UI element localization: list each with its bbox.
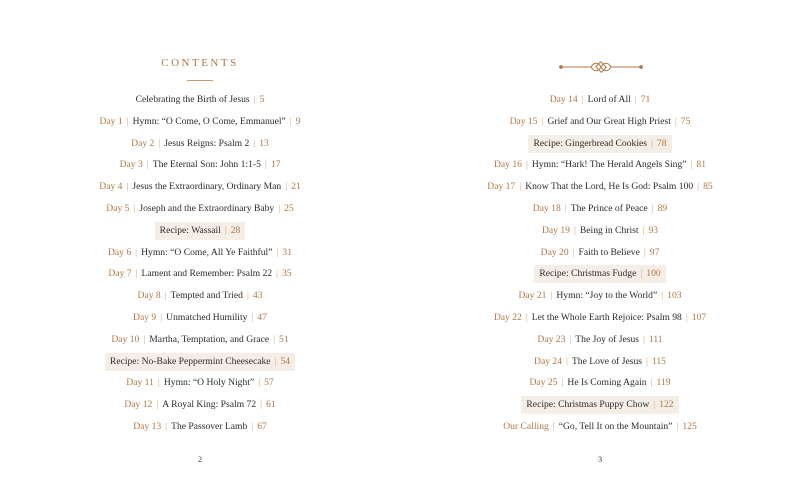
toc-entry — [0, 374, 400, 392]
toc-entry-text — [128, 309, 272, 327]
page-ref: 54 — [280, 355, 291, 367]
toc-entry-text — [532, 331, 667, 349]
entry-title: A Royal King: Psalm 72 — [162, 399, 257, 411]
separator: | — [224, 224, 227, 236]
entry-title: Lord of All — [587, 94, 631, 105]
toc-entry-text — [131, 91, 270, 109]
separator: | — [143, 333, 146, 345]
toc-entry-text — [119, 396, 280, 414]
toc-entry — [0, 287, 400, 305]
toc-recipe-entry — [0, 353, 400, 371]
separator: | — [572, 246, 575, 258]
page-ref: 25 — [284, 203, 294, 214]
toc-entry — [0, 396, 400, 414]
entry-title: Being in Christ — [579, 224, 639, 236]
toc-entry-text — [103, 265, 296, 283]
heading-rule — [187, 80, 213, 81]
separator: | — [126, 181, 129, 193]
separator: | — [251, 312, 254, 323]
page-ref: 111 — [648, 333, 663, 345]
toc-entry-text — [524, 374, 675, 392]
toc-entry-text — [482, 178, 717, 196]
toc-entry — [0, 265, 400, 283]
toc-entry — [400, 309, 800, 327]
toc-entry — [0, 178, 400, 196]
day-label: Day 2 — [131, 137, 155, 149]
page-ref: 85 — [703, 181, 713, 193]
entry-title: The Love of Jesus — [571, 355, 642, 367]
toc-entry — [400, 113, 800, 131]
page-ref: 97 — [649, 246, 660, 258]
entry-title: Celebrating the Birth of Jesus — [135, 94, 250, 105]
separator: | — [643, 246, 646, 258]
separator: | — [146, 159, 149, 171]
toc-entry — [400, 91, 800, 109]
separator: | — [135, 268, 138, 280]
separator: | — [246, 290, 249, 302]
separator: | — [550, 290, 553, 302]
separator: | — [258, 377, 261, 389]
page-ref: 35 — [282, 268, 292, 280]
separator: | — [634, 94, 637, 105]
separator: | — [165, 421, 168, 432]
separator: | — [273, 333, 276, 345]
toc-entry-text — [513, 287, 686, 305]
day-label: Day 15 — [509, 115, 538, 127]
toc-entry-text — [155, 222, 246, 240]
separator: | — [253, 137, 256, 149]
separator: | — [289, 115, 292, 127]
entry-title: He Is Coming Again — [567, 377, 647, 389]
entry-title: Hymn: “Hark! The Herald Angels Sing” — [531, 159, 687, 171]
separator: | — [276, 268, 278, 280]
page-ref: 115 — [651, 355, 666, 367]
separator: | — [278, 203, 281, 214]
separator: | — [157, 377, 160, 389]
toc-recipe-entry — [400, 265, 800, 283]
separator: | — [274, 355, 277, 367]
page-ref: 103 — [667, 290, 682, 302]
page-ref: 119 — [656, 377, 671, 389]
separator: | — [642, 224, 645, 236]
day-label: Day 23 — [537, 333, 566, 345]
toc-entry-text — [101, 200, 298, 218]
toc-entry — [0, 200, 400, 218]
page-ref: 21 — [291, 181, 301, 193]
separator: | — [653, 399, 656, 411]
entry-title: Let the Whole Earth Rejoice: Psalm 98 — [531, 312, 682, 323]
toc-entry — [400, 331, 800, 349]
toc-entry — [400, 287, 800, 305]
toc-entry — [400, 200, 800, 218]
separator: | — [156, 399, 159, 411]
separator: | — [650, 137, 653, 149]
entry-title: Recipe: Wassail — [159, 224, 221, 236]
toc-entry-text — [537, 222, 663, 240]
entry-title: Hymn: “Joy to the World” — [556, 290, 658, 302]
page-ref: 75 — [680, 115, 691, 127]
toc-entry-text — [94, 113, 305, 131]
day-label: Our Calling — [503, 421, 549, 432]
toc-entry — [400, 222, 800, 240]
separator: | — [642, 333, 645, 345]
toc-recipe-entry — [0, 222, 400, 240]
page-number-right: 3 — [597, 454, 603, 464]
separator: | — [674, 115, 677, 127]
entry-title: Faith to Believe — [578, 246, 640, 258]
page-ref: 61 — [266, 399, 276, 411]
separator: | — [264, 159, 267, 171]
separator: | — [285, 181, 288, 193]
separator: | — [651, 203, 654, 214]
entry-title: Hymn: “O Come, O Come, Emmanuel” — [132, 115, 286, 127]
toc-entry-text — [545, 91, 656, 109]
page-ref: 107 — [691, 312, 707, 323]
toc-entry — [400, 244, 800, 262]
day-label: Day 4 — [99, 181, 123, 193]
toc-entry — [0, 113, 400, 131]
day-label: Day 12 — [124, 399, 153, 411]
entry-title: The Prince of Peace — [570, 203, 648, 214]
entry-title: Joseph and the Extraordinary Baby — [139, 203, 275, 214]
knot-ornament-icon — [558, 60, 644, 74]
separator: | — [573, 224, 576, 236]
separator: | — [569, 333, 572, 345]
entry-title: Grief and Our Great High Priest — [547, 115, 671, 127]
page-ref: 13 — [259, 137, 269, 149]
separator: | — [260, 399, 263, 411]
day-label: Day 13 — [133, 421, 162, 432]
entry-title: Recipe: Christmas Fudge — [539, 268, 637, 280]
entry-title: The Passover Lamb — [171, 421, 248, 432]
toc-entry-text — [126, 135, 274, 153]
toc-entry-text — [505, 113, 696, 131]
toc-entry-text — [498, 418, 702, 436]
toc-recipe-entry — [400, 396, 800, 414]
separator: | — [126, 115, 129, 127]
separator: | — [646, 355, 648, 367]
toc-entry-text — [133, 287, 268, 305]
page-ref: 81 — [696, 159, 707, 171]
toc-entry-text — [103, 244, 297, 262]
separator: | — [541, 115, 544, 127]
entry-title: The Joy of Jesus — [575, 333, 639, 345]
entry-title: Hymn: “O Holy Night” — [163, 377, 255, 389]
page-ref: 122 — [659, 399, 674, 411]
page-ref: 89 — [657, 203, 668, 214]
toc-entry — [400, 353, 800, 371]
separator: | — [135, 246, 138, 258]
toc-entry-text — [106, 331, 293, 349]
toc-entry-text — [121, 374, 278, 392]
separator: | — [581, 94, 584, 105]
page-ref: 9 — [295, 115, 301, 127]
separator: | — [661, 290, 664, 302]
separator: | — [158, 137, 161, 149]
toc-entry-text — [536, 244, 665, 262]
separator: | — [133, 203, 136, 214]
separator: | — [519, 181, 522, 193]
separator: | — [276, 246, 279, 258]
page-ref: 71 — [640, 94, 651, 105]
page-ref: 17 — [270, 159, 281, 171]
contents-heading: CONTENTS — [161, 57, 239, 69]
page-ref: 57 — [264, 377, 274, 389]
page-ref: 51 — [279, 333, 289, 345]
day-label: Day 24 — [534, 355, 562, 367]
toc-entry-text — [105, 353, 295, 371]
toc-entry-text — [534, 265, 665, 283]
separator: | — [564, 203, 567, 214]
day-label: Day 10 — [111, 333, 140, 345]
day-label: Day 25 — [529, 377, 558, 389]
separator: | — [251, 421, 254, 432]
separator: | — [676, 421, 679, 432]
page-ref: 28 — [230, 224, 241, 236]
day-label: Day 6 — [107, 246, 132, 258]
toc-entry-text — [115, 156, 286, 174]
day-label: Day 11 — [126, 377, 154, 389]
separator: | — [640, 268, 643, 280]
separator: | — [690, 159, 693, 171]
day-label: Day 19 — [541, 224, 570, 236]
toc-entry-text — [94, 178, 305, 196]
entry-title: Lament and Remember: Psalm 22 — [141, 268, 273, 280]
toc-recipe-entry — [400, 135, 800, 153]
day-label: Day 9 — [133, 312, 157, 323]
toc-entry — [400, 156, 800, 174]
separator: | — [566, 355, 568, 367]
entry-title: The Eternal Son: John 1:1-5 — [152, 159, 261, 171]
separator: | — [164, 290, 167, 302]
entry-title: “Go, Tell It on the Mountain” — [558, 421, 673, 432]
separator: | — [552, 421, 555, 432]
toc-entry — [0, 91, 400, 109]
toc-entry — [400, 178, 800, 196]
page-ref: 78 — [656, 137, 667, 149]
separator: | — [697, 181, 700, 193]
page-ref: 67 — [257, 421, 267, 432]
toc-entry — [0, 244, 400, 262]
toc-entry — [0, 156, 400, 174]
day-label: Day 21 — [518, 290, 547, 302]
entry-title: Hymn: “O Come, All Ye Faithful” — [141, 246, 273, 258]
toc-entry — [0, 418, 400, 436]
separator: | — [160, 312, 163, 323]
toc-entry-text — [489, 156, 711, 174]
entry-title: Jesus Reigns: Psalm 2 — [164, 137, 250, 149]
page-ref: 125 — [682, 421, 697, 432]
day-label: Day 5 — [106, 203, 130, 214]
toc-entry — [0, 135, 400, 153]
toc-entry-text — [528, 200, 672, 218]
page-ref: 100 — [646, 268, 661, 280]
separator: | — [650, 377, 653, 389]
day-label: Day 3 — [119, 159, 143, 171]
separator: | — [685, 312, 688, 323]
toc-entry-text — [521, 396, 678, 414]
separator: | — [525, 312, 528, 323]
day-label: Day 20 — [540, 246, 569, 258]
entry-title: Know That the Lord, He Is God: Psalm 100 — [525, 181, 694, 193]
toc-entry — [0, 331, 400, 349]
page-ref: 47 — [257, 312, 267, 323]
entry-title: Recipe: Christmas Puppy Chow — [526, 399, 650, 411]
day-label: Day 16 — [493, 159, 522, 171]
separator: | — [525, 159, 528, 171]
toc-entry-text — [128, 418, 272, 436]
entry-title: Jesus the Extraordinary, Ordinary Man — [132, 181, 282, 193]
page-ref: 5 — [259, 94, 265, 105]
toc-entry — [0, 309, 400, 327]
toc-entry — [400, 374, 800, 392]
day-label: Day 17 — [487, 181, 516, 193]
toc-entry-text — [528, 135, 671, 153]
toc-entry-text — [489, 309, 711, 327]
entry-title: Recipe: Gingerbread Cookies — [533, 137, 647, 149]
toc-entry — [400, 418, 800, 436]
right-page — [400, 0, 800, 498]
separator: | — [253, 94, 256, 105]
toc-entry-text — [529, 353, 671, 371]
day-label: Day 14 — [549, 94, 578, 105]
page-number-left: 2 — [197, 454, 203, 464]
day-label: Day 22 — [493, 312, 522, 323]
day-label: Day 8 — [137, 290, 161, 302]
entry-title: Recipe: No-Bake Peppermint Cheesecake — [109, 355, 271, 367]
separator: | — [561, 377, 564, 389]
page-ref: 31 — [282, 246, 292, 258]
day-label: Day 7 — [108, 268, 132, 280]
entry-title: Tempted and Tried — [170, 290, 243, 302]
entry-title: Unmatched Humility — [166, 312, 248, 323]
entry-title: Martha, Temptation, and Grace — [149, 333, 270, 345]
page-ref: 43 — [252, 290, 263, 302]
page-ref: 93 — [648, 224, 659, 236]
day-label: Day 18 — [532, 203, 561, 214]
day-label: Day 1 — [99, 115, 123, 127]
